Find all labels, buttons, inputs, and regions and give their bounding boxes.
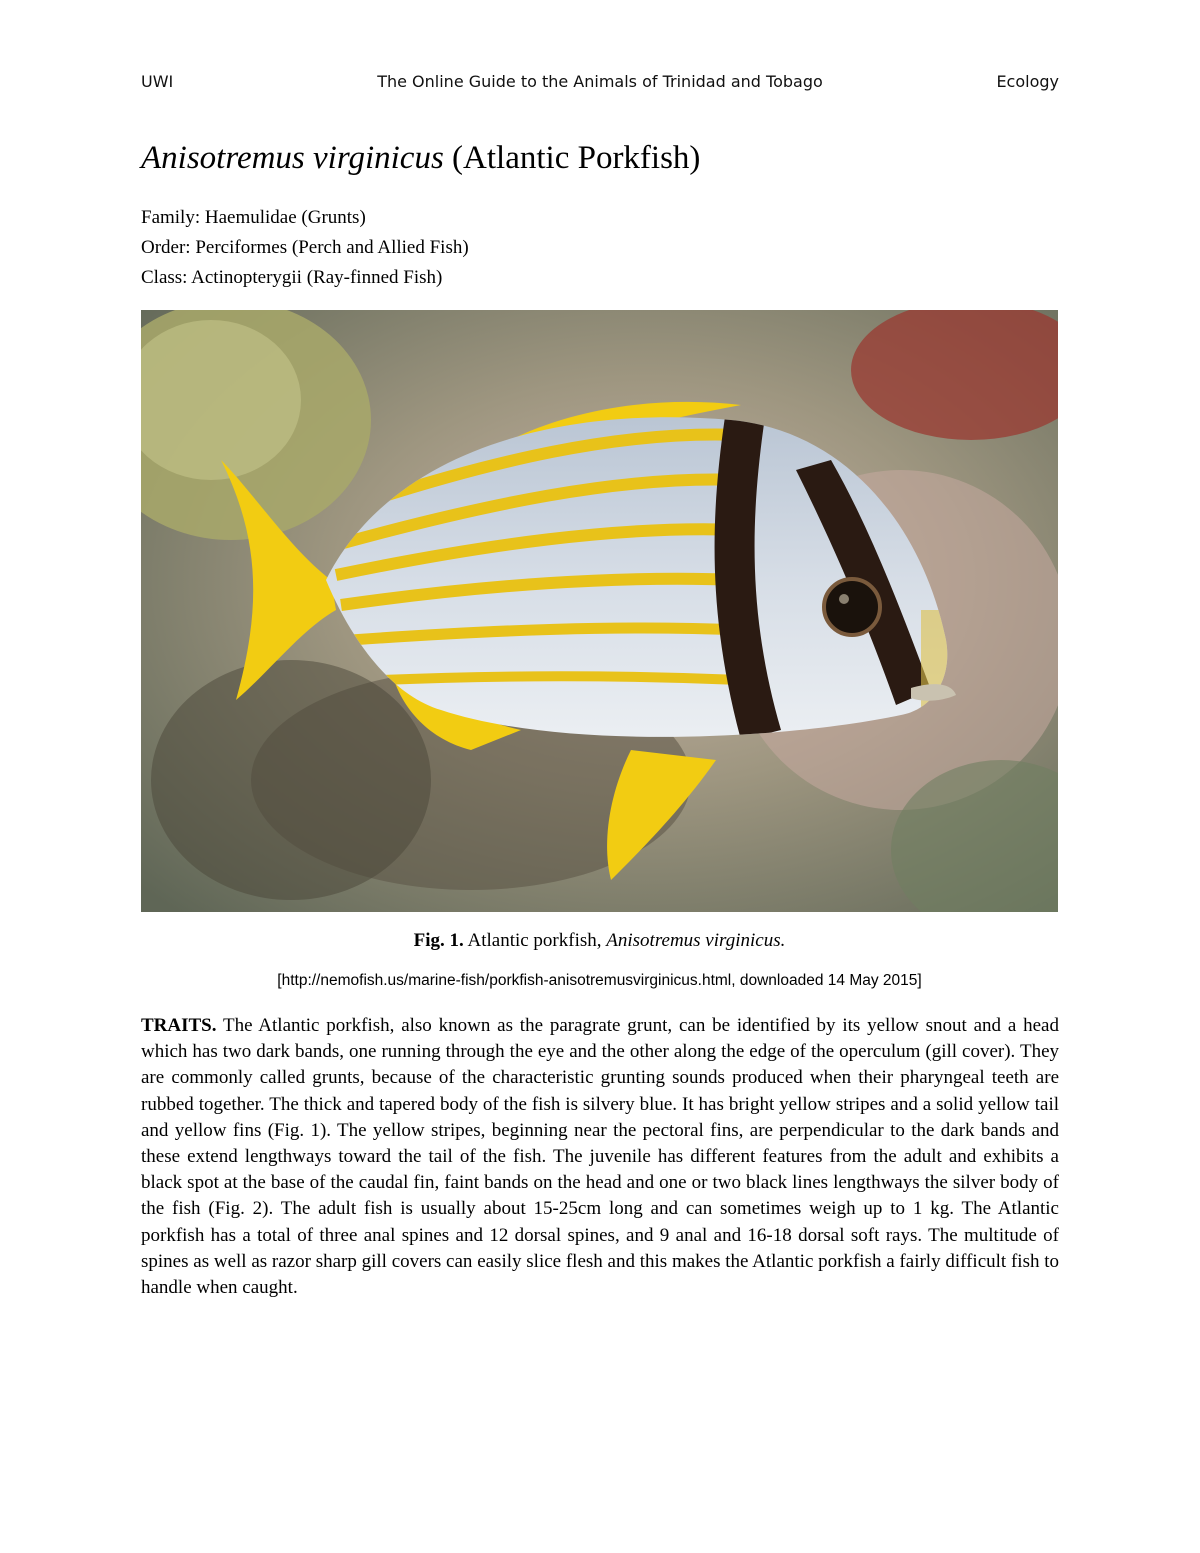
figure-caption-text: Atlantic porkfish,	[467, 930, 602, 951]
eye-highlight	[839, 594, 849, 604]
traits-body: The Atlantic porkfish, also known as the paragrate grunt, can be identified by its yellow snout and a head which has two dark bands, one running through the eye and the other along the edge of the operculum (gill cover). They are commonly called grunts, because of the characteristic grunting sounds produced when their pharyngeal teeth are rubbed together. The thick and tapered body of the fish is silvery blue. It has bright yellow stripes and a solid yellow tail and yellow fins (Fig. 1). The yellow stripes, beginning near the pectoral fins, are perpendicular to the dark bands and these extend lengthways toward the tail of the fish. The juvenile has different features from the adult and exhibits a black spot at the base of the caudal fin, faint bands on the head and one or two black lines lengthways the silver body of the fish (Fig. 2). The adult fish is usually about 15-25cm long and can sometimes weigh up to 1 kg. The Atlantic porkfish has a total of three anal spines and 12 dorsal spines, and 9 anal and 16-18 dorsal soft rays. The multitude of spines as well as razor sharp gill covers can easily slice flesh and this makes the Atlantic porkfish a fairly difficult fish to handle when caught.	[141, 1015, 1059, 1299]
traits-heading: TRAITS.	[141, 1015, 217, 1036]
taxonomy-block	[141, 203, 469, 293]
running-header	[141, 72, 1059, 98]
shadow-blob	[151, 660, 431, 900]
figure-caption	[141, 930, 1058, 952]
taxonomy-class: Class: Actinopterygii (Ray-finned Fish)	[141, 267, 443, 288]
title-scientific-name: Anisotremus virginicus	[141, 140, 444, 176]
traits-paragraph	[141, 1013, 1059, 1301]
stripe	[381, 676, 741, 680]
fish-photo	[141, 310, 1058, 912]
header-left: UWI	[141, 72, 174, 91]
figure-source: [http://nemofish.us/marine-fish/porkfish-anisotremusvirginicus.html, downloaded 14 May 2015]	[277, 972, 922, 989]
taxonomy-order: Order: Perciformes (Perch and Allied Fish)	[141, 237, 469, 258]
figure-species: Anisotremus virginicus.	[606, 930, 786, 951]
taxonomy-family: Family: Haemulidae (Grunts)	[141, 207, 366, 228]
figure-label: Fig. 1.	[413, 930, 464, 951]
title-common-name: (Atlantic Porkfish)	[452, 140, 701, 176]
header-center: The Online Guide to the Animals of Trinidad and Tobago	[377, 72, 823, 91]
header-right: Ecology	[996, 72, 1059, 91]
page-title	[141, 140, 700, 177]
